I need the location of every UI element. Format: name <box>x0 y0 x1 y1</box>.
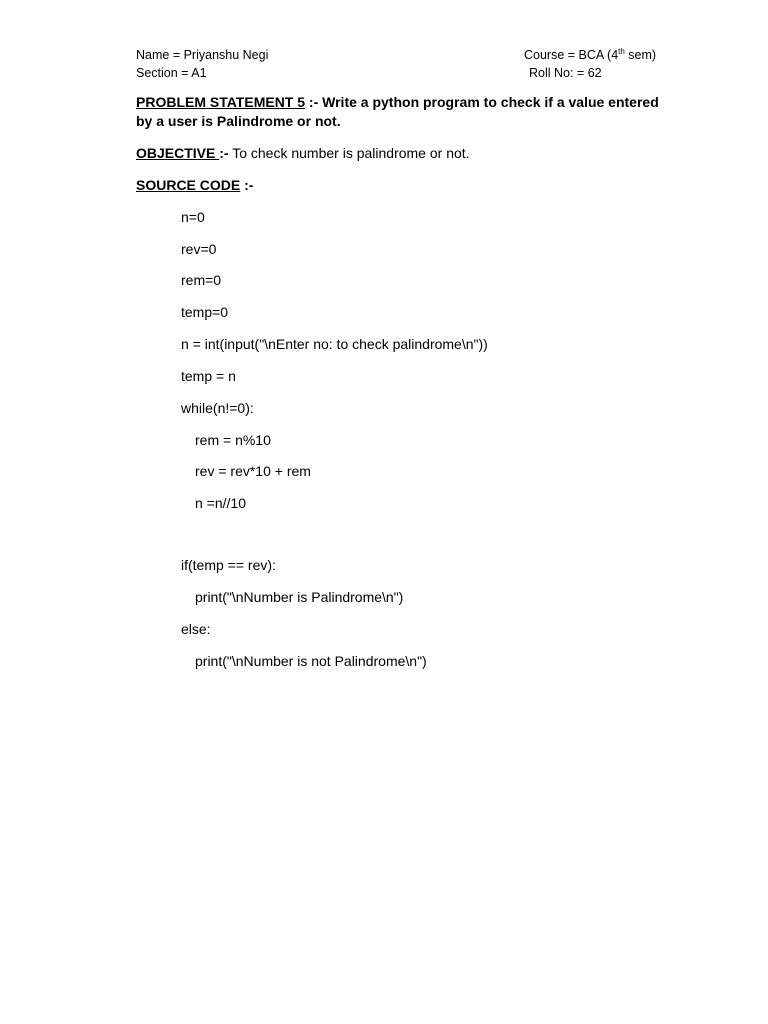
course-info <box>524 47 656 63</box>
code-line: n=0 <box>181 209 205 225</box>
course-suffix: sem) <box>624 48 657 62</box>
problem-statement-text: :- Write a python program to check if a value entered by a user is Palindrome or not. <box>136 94 659 129</box>
roll-number: Roll No: = 62 <box>529 66 602 80</box>
code-line: else: <box>181 621 211 637</box>
code-line: while(n!=0): <box>181 400 254 416</box>
objective-separator: :- <box>219 145 229 161</box>
code-line: rem=0 <box>181 272 222 288</box>
source-code-separator: :- <box>240 177 254 193</box>
code-line: temp=0 <box>181 304 229 320</box>
source-code-label: SOURCE CODE <box>136 177 241 193</box>
student-name: Name = Priyanshu Negi <box>136 48 269 62</box>
course-prefix: Course = BCA (4 <box>524 48 619 62</box>
objective-label: OBJECTIVE <box>136 145 220 161</box>
code-line: n =n//10 <box>195 495 246 511</box>
objective-text: To check number is palindrome or not. <box>228 145 470 161</box>
code-line: rev = rev*10 + rem <box>195 463 311 479</box>
code-line: print("\nNumber is Palindrome\n") <box>195 589 404 605</box>
code-line: temp = n <box>181 368 236 384</box>
code-line: rev=0 <box>181 241 217 257</box>
problem-statement <box>136 93 666 131</box>
code-line: n = int(input("\nEnter no: to check palindrome\n")) <box>181 336 488 352</box>
code-line: rem = n%10 <box>195 432 271 448</box>
problem-statement-label: PROBLEM STATEMENT 5 <box>136 94 306 110</box>
code-line: print("\nNumber is not Palindrome\n") <box>195 653 427 669</box>
student-section: Section = A1 <box>136 66 207 80</box>
objective <box>136 144 470 163</box>
course-superscript: th <box>618 47 625 56</box>
source-code-heading <box>136 176 253 195</box>
code-line: if(temp == rev): <box>181 557 276 573</box>
